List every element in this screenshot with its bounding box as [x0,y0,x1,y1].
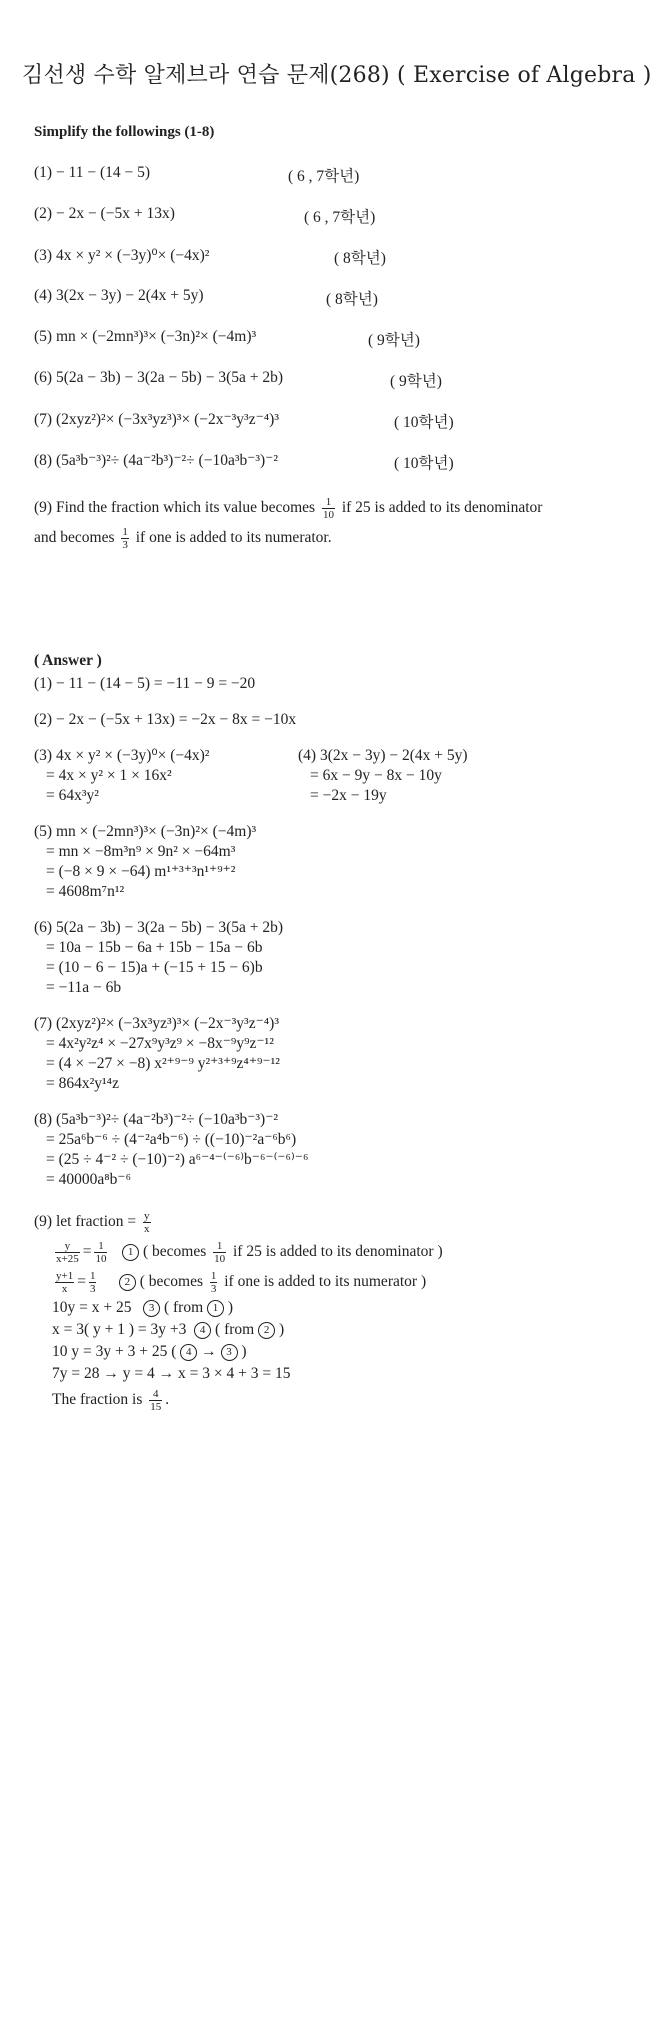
answer-line: = 6x − 9y − 8x − 10y [310,767,442,784]
fraction-numerator: 1 [210,1270,217,1282]
answer-note: ) [278,1321,285,1338]
answer-line: = −11a − 6b [46,979,122,996]
fraction-numerator: y [144,1210,150,1222]
answer-note: ( becomes [139,1273,203,1291]
answer-line: = (4 × −27 × −8) x²⁺⁹⁻⁹ y²⁺³⁺⁹z⁴⁺⁹⁻¹² [46,1055,280,1072]
grade-label: ( 9학년) [368,332,420,349]
fraction-denominator: 3 [89,1283,96,1295]
answer-line: = 25a⁶b⁻⁶ ÷ (4⁻²a⁴b⁻⁶) ÷ ((−10)⁻²a⁻⁶b⁶) [46,1131,297,1148]
equals-sign: = [82,1243,92,1261]
circled-number: 1 [207,1300,224,1317]
fraction-four-fifteenths [149,1388,162,1413]
answer-2: (2) − 2x − (−5x + 13x) = −2x − 8x = −10x [34,711,297,728]
answer-line: = mn × −8m³n⁹ × 9n² × −64m³ [46,843,236,860]
answer-line [52,1388,169,1413]
answer-text: x = 3( y + 1 ) = 3y +3 [52,1321,187,1338]
answer-heading: ( Answer ) [34,652,102,669]
answer-line: (6) 5(2a − 3b) − 3(2a − 5b) − 3(5a + 2b) [34,919,284,936]
fraction-one-third [121,526,129,551]
problem-expression: (7) (2xyz²)²× (−3x³yz³)³× (−2x⁻³y³z⁻⁴)³ [34,411,279,428]
answer-line: (3) 4x × y² × (−3y)⁰× (−4x)² [34,747,210,764]
answer-text: ) [241,1343,247,1360]
problem-9-text: if 25 is added to its denominator [341,499,543,516]
fraction-numerator: 1 [94,1240,107,1253]
answer-line: = 10a − 15b − 6a + 15b − 15a − 6b [46,939,263,956]
answer-note: ) [227,1299,234,1316]
answer-line [34,1210,154,1235]
fraction-denominator: x [61,1283,68,1295]
answer-line: = (25 ÷ 4⁻² ÷ (−10)⁻²) a⁶⁻⁴⁻⁽⁻⁶⁾b⁻⁶⁻⁽⁻⁶⁾⁻⁶ [46,1151,309,1168]
problem-expression: (3) 4x × y² × (−3y)⁰× (−4x)² [34,247,210,264]
problem-7 [34,410,454,431]
answer-line: = 64x³y² [46,787,99,804]
answer-text: 10 y = 3y + 3 + 25 ( [52,1343,177,1360]
fraction-denominator: 10 [95,1253,107,1265]
fraction-numerator: 1 [213,1240,226,1253]
answer-note: if one is added to its numerator ) [224,1273,427,1291]
problem-9-text: (9) Find the fraction which its value becomes [34,499,316,516]
answer-text: 10y = x + 25 [52,1299,132,1316]
answer-text: (9) let fraction = [34,1213,137,1231]
answer-line: (7) (2xyz²)²× (−3x³yz³)³× (−2x⁻³y³z⁻⁴)³ [34,1015,279,1032]
grade-label: ( 6 , 7학년) [288,168,360,185]
answer-line [52,1270,426,1295]
fraction [89,1270,97,1295]
answer-line: = (10 − 6 − 15)a + (−15 + 15 − 6)b [46,959,263,976]
grade-label: ( 10학년) [394,414,454,431]
fraction-denominator: 3 [210,1283,217,1295]
circled-number: 2 [258,1322,275,1339]
answer-line: = −2x − 19y [310,787,387,804]
fraction-numerator: y+1 [56,1270,74,1282]
fraction [210,1270,218,1295]
answer-line: (8) (5a³b⁻³)²÷ (4a⁻²b³)⁻²÷ (−10a³b⁻³)⁻² [34,1111,279,1128]
arrow-icon: → [201,1343,217,1360]
fraction-numerator: 1 [322,496,335,509]
circled-number: 3 [143,1300,160,1317]
fraction-denominator: 10 [322,508,334,521]
problem-9-text: if one is added to its numerator. [135,529,332,546]
problem-1 [34,164,360,185]
fraction [213,1240,226,1265]
problem-8 [34,451,454,472]
fraction-denominator: x [144,1223,150,1235]
fraction-denominator: 3 [122,538,128,551]
problem-5 [34,328,420,349]
problem-expression: (8) (5a³b⁻³)²÷ (4a⁻²b³)⁻²÷ (−10a³b⁻³)⁻² [34,452,279,469]
answer-line [52,1342,247,1362]
answer-text: . [165,1391,170,1409]
circled-number: 2 [119,1274,136,1291]
answer-note: ( from [215,1321,255,1338]
fraction [55,1270,74,1295]
answer-text: The fraction is [52,1391,143,1409]
circled-number: 1 [122,1244,139,1261]
page-title: 김선생 수학 알제브라 연습 문제(268) ( Exercise of Algebra ) [22,63,652,88]
fraction-one-tenth [322,496,335,521]
answer-1: (1) − 11 − (14 − 5) = −11 − 9 = −20 [34,675,256,692]
problem-expression: (5) mn × (−2mn³)³× (−3n)²× (−4m)³ [34,328,257,345]
problem-9-text: and becomes [34,529,115,546]
answer-line: = 4608m⁷n¹² [46,883,125,900]
grade-label: ( 8학년) [326,291,378,308]
fraction-numerator: 1 [122,525,128,538]
fraction [55,1240,80,1265]
answer-line: = 864x²y¹⁴z [46,1075,119,1092]
fraction-numerator: y [55,1240,80,1253]
problem-6 [34,369,442,390]
problem-4 [34,287,378,308]
answer-line: = 4x²y²z⁴ × −27x⁹y³z⁹ × −8x⁻⁹y⁹z⁻¹² [46,1035,274,1052]
fraction [94,1240,107,1265]
grade-label: ( 10학년) [394,455,454,472]
answer-line: (5) mn × (−2mn³)³× (−3n)²× (−4m)³ [34,823,257,840]
fraction-numerator: 1 [89,1270,96,1282]
answer-note: if 25 is added to its denominator ) [232,1243,443,1261]
answer-line: (4) 3(2x − 3y) − 2(4x + 5y) [298,747,468,764]
problem-expression: (4) 3(2x − 3y) − 2(4x + 5y) [34,287,204,304]
answer-line: = 40000a⁸b⁻⁶ [46,1171,131,1188]
instructions-heading: Simplify the followings (1-8) [34,124,215,140]
answer-note: ( from [163,1299,204,1316]
problem-2 [34,205,376,226]
problem-3 [34,246,386,267]
answer-line [52,1240,443,1265]
fraction-denominator: 10 [214,1253,226,1265]
circled-number: 4 [194,1322,211,1339]
fraction-numerator: 4 [149,1388,162,1401]
equals-sign: = [77,1273,86,1291]
circled-number: 3 [221,1344,238,1361]
grade-label: ( 9학년) [390,373,442,390]
answer-line [52,1298,233,1318]
problem-9 [34,493,644,553]
circled-number: 4 [180,1344,197,1361]
answer-line: = (−8 × 9 × −64) m¹⁺³⁺³n¹⁺⁹⁺² [46,863,236,880]
fraction-denominator: 15 [150,1401,162,1413]
answer-note: ( becomes [142,1243,207,1261]
answer-line: 7y = 28 → y = 4 → x = 3 × 4 + 3 = 15 [52,1365,291,1382]
grade-label: ( 8학년) [334,250,386,267]
fraction-denominator: x+25 [56,1253,79,1265]
grade-label: ( 6 , 7학년) [304,209,376,226]
fraction-y-over-x [143,1210,151,1235]
problem-expression: (1) − 11 − (14 − 5) [34,164,151,181]
problem-expression: (6) 5(2a − 3b) − 3(2a − 5b) − 3(5a + 2b) [34,369,284,386]
answer-line: = 4x × y² × 1 × 16x² [46,767,172,784]
problem-expression: (2) − 2x − (−5x + 13x) [34,205,175,222]
answer-line [52,1320,284,1340]
